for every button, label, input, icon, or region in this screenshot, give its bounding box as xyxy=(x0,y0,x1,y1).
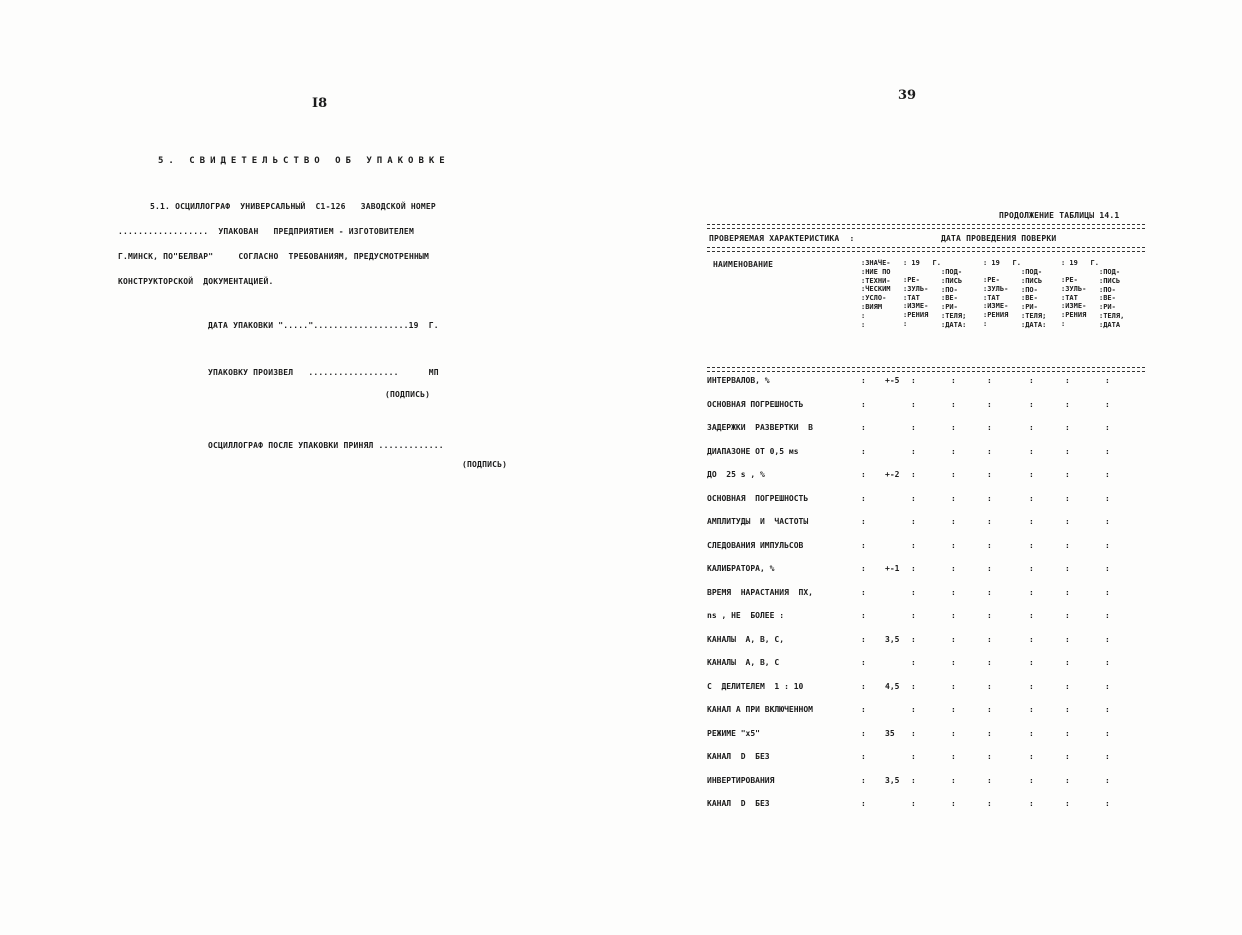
header-date: ДАТА ПРОВЕДЕНИЯ ПОВЕРКИ xyxy=(941,234,1057,243)
column-separator: : xyxy=(951,541,956,550)
column-separator: : xyxy=(987,729,992,738)
table-row-label: С ДЕЛИТЕЛЕМ 1 : 10 xyxy=(707,682,804,691)
table-row-label: КАНАЛ D БЕЗ xyxy=(707,752,770,761)
column-separator: : xyxy=(911,682,916,691)
column-separator: : xyxy=(1029,658,1034,667)
column-separator: : xyxy=(1105,541,1110,550)
table-row-label: ОСНОВНАЯ ПОГРЕШНОСТЬ xyxy=(707,494,809,503)
column-separator: : xyxy=(911,611,916,620)
column-separator: : xyxy=(1105,400,1110,409)
table-row-label: КАНАЛЫ А, В, С xyxy=(707,658,780,667)
column-separator: : xyxy=(911,705,916,714)
column-separator: : xyxy=(987,752,992,761)
column-separator: : xyxy=(987,682,992,691)
table-row-label: КАНАЛ D БЕЗ xyxy=(707,799,770,808)
column-separator: : xyxy=(911,752,916,761)
table-row-value: +-5 xyxy=(885,376,900,385)
column-separator: : xyxy=(987,541,992,550)
column-separator: : xyxy=(1029,564,1034,573)
column-separator: : xyxy=(1105,752,1110,761)
column-separator: : xyxy=(861,635,866,644)
column-separator: : xyxy=(987,470,992,479)
column-separator: : xyxy=(1029,729,1034,738)
column-separator: : xyxy=(987,517,992,526)
column-separator: : xyxy=(1029,376,1034,385)
date-line: ДАТА УПАКОВКИ "....."...................19 Г. xyxy=(208,321,439,330)
column-separator: : xyxy=(1065,776,1070,785)
column-separator: : xyxy=(1065,470,1070,479)
column-separator: : xyxy=(1065,682,1070,691)
column-separator: : xyxy=(911,447,916,456)
column-separator: : xyxy=(1105,705,1110,714)
table-rule-top-2 xyxy=(707,228,1145,229)
column-separator: : xyxy=(1065,752,1070,761)
column-separator: : xyxy=(911,658,916,667)
table-rule-body-2 xyxy=(707,371,1145,372)
column-separator: : xyxy=(861,658,866,667)
column-separator: : xyxy=(861,564,866,573)
column-separator: : xyxy=(1029,799,1034,808)
column-separator: : xyxy=(951,611,956,620)
table-row-label: ДИАПАЗОНЕ ОТ 0,5 мs xyxy=(707,447,799,456)
column-separator: : xyxy=(911,541,916,550)
table-rule-top xyxy=(707,224,1145,225)
column-separator: : xyxy=(861,752,866,761)
column-separator: : xyxy=(1105,776,1110,785)
column-separator: : xyxy=(1065,611,1070,620)
date-group-1-sign: :ПОД- :ПИСЬ :ПО- :ВЕ- :РИ- :ТЕЛЯ; :ДАТА: xyxy=(941,268,967,329)
column-separator: : xyxy=(861,588,866,597)
column-separator: : xyxy=(1065,729,1070,738)
date-group-2-year: : 19 Г. xyxy=(983,259,1021,267)
table-row-label: ns , НЕ БОЛЕЕ : xyxy=(707,611,785,620)
header-characteristic: ПРОВЕРЯЕМАЯ ХАРАКТЕРИСТИКА : xyxy=(709,234,855,243)
right-page xyxy=(621,0,1242,935)
table-rule-header xyxy=(707,247,1145,248)
column-separator: : xyxy=(911,423,916,432)
column-separator: : xyxy=(1105,517,1110,526)
column-separator: : xyxy=(861,517,866,526)
column-separator: : xyxy=(987,658,992,667)
table-row-value: 3,5 xyxy=(885,776,900,785)
column-separator: : xyxy=(951,423,956,432)
column-separator: : xyxy=(1105,494,1110,503)
table-row-label: РЕЖИМЕ "x5" xyxy=(707,729,760,738)
column-separator: : xyxy=(951,776,956,785)
table-rule-header-2 xyxy=(707,251,1145,252)
column-separator: : xyxy=(1029,400,1034,409)
date-group-3-sign: :ПОД- :ПИСЬ :ПО- :ВЕ- :РИ- :ТЕЛЯ, :ДАТА xyxy=(1099,268,1125,329)
table-row-value: 3,5 xyxy=(885,635,900,644)
column-separator: : xyxy=(861,447,866,456)
column-separator: : xyxy=(987,447,992,456)
column-separator: : xyxy=(861,705,866,714)
column-separator: : xyxy=(1065,494,1070,503)
table-row-label: КАЛИБРАТОРА, % xyxy=(707,564,775,573)
column-separator: : xyxy=(987,376,992,385)
column-separator: : xyxy=(1029,423,1034,432)
column-separator: : xyxy=(861,423,866,432)
column-separator: : xyxy=(1105,423,1110,432)
column-separator: : xyxy=(1105,588,1110,597)
table-row-value: 35 xyxy=(885,729,895,738)
column-separator: : xyxy=(987,799,992,808)
column-separator: : xyxy=(1065,588,1070,597)
column-separator: : xyxy=(911,376,916,385)
date-group-2-sign: :ПОД- :ПИСЬ :ПО- :ВЕ- :РИ- :ТЕЛЯ; :ДАТА: xyxy=(1021,268,1047,329)
column-separator: : xyxy=(1029,541,1034,550)
column-separator: : xyxy=(1105,611,1110,620)
column-separator: : xyxy=(911,470,916,479)
page-number-right: 39 xyxy=(898,88,917,103)
packer-line: УПАКОВКУ ПРОИЗВЕЛ .................. МП xyxy=(208,368,439,377)
column-separator: : xyxy=(1029,776,1034,785)
column-separator: : xyxy=(951,517,956,526)
date-group-3-year: : 19 Г. xyxy=(1061,259,1099,267)
column-separator: : xyxy=(911,494,916,503)
table-row-label: ДО 25 s , % xyxy=(707,470,765,479)
table-row-label: ИНТЕРВАЛОВ, % xyxy=(707,376,770,385)
table-row-label: ЗАДЕРЖКИ РАЗВЕРТКИ В xyxy=(707,423,813,432)
date-group-2-result: :РЕ- :ЗУЛЬ- :ТАТ :ИЗМЕ- :РЕНИЯ : xyxy=(983,276,1009,328)
column-separator: : xyxy=(951,658,956,667)
paragraph-line-2: .................. УПАКОВАН ПРЕДПРИЯТИЕМ - ИЗГОТОВИТЕЛЕМ xyxy=(118,227,414,236)
table-row-label: КАНАЛЫ А, В, С, xyxy=(707,635,785,644)
column-separator: : xyxy=(1105,635,1110,644)
column-separator: : xyxy=(861,611,866,620)
column-separator: : xyxy=(911,517,916,526)
column-separator: : xyxy=(911,729,916,738)
column-separator: : xyxy=(1029,517,1034,526)
column-separator: : xyxy=(911,799,916,808)
paragraph-line-4: КОНСТРУКТОРСКОЙ ДОКУМЕНТАЦИЕЙ. xyxy=(118,277,274,286)
column-separator: : xyxy=(1029,447,1034,456)
table-row-label: ВРЕМЯ НАРАСТАНИЯ ПХ, xyxy=(707,588,813,597)
column-separator: : xyxy=(951,705,956,714)
column-separator: : xyxy=(951,682,956,691)
table-row-label: АМПЛИТУДЫ И ЧАСТОТЫ xyxy=(707,517,809,526)
signature-label-1: (ПОДПИСЬ) xyxy=(385,390,431,399)
column-separator: : xyxy=(1029,611,1034,620)
column-separator: : xyxy=(1105,658,1110,667)
column-separator: : xyxy=(861,541,866,550)
table-row-label: КАНАЛ А ПРИ ВКЛЮЧЕННОМ xyxy=(707,705,813,714)
continuation-title: ПРОДОЛЖЕНИЕ ТАБЛИЦЫ 14.1 xyxy=(999,211,1120,220)
column-separator: : xyxy=(987,705,992,714)
column-separator: : xyxy=(951,494,956,503)
column-separator: : xyxy=(987,776,992,785)
date-group-3-result: :РЕ- :ЗУЛЬ- :ТАТ :ИЗМЕ- :РЕНИЯ : xyxy=(1061,276,1087,328)
column-separator: : xyxy=(1065,799,1070,808)
signature-label-2: (ПОДПИСЬ) xyxy=(462,460,508,469)
column-separator: : xyxy=(1065,541,1070,550)
column-separator: : xyxy=(1029,635,1034,644)
column-separator: : xyxy=(951,729,956,738)
column-separator: : xyxy=(951,470,956,479)
column-separator: : xyxy=(987,611,992,620)
column-separator: : xyxy=(1105,376,1110,385)
column-separator: : xyxy=(951,400,956,409)
table-row-value: +-1 xyxy=(885,564,900,573)
accepted-line: ОСЦИЛЛОГРАФ ПОСЛЕ УПАКОВКИ ПРИНЯЛ ............. xyxy=(208,441,444,450)
column-separator: : xyxy=(1065,635,1070,644)
table-rule-body xyxy=(707,367,1145,368)
page-number-left: I8 xyxy=(312,96,328,111)
column-separator: : xyxy=(861,729,866,738)
column-separator: : xyxy=(987,564,992,573)
column-separator: : xyxy=(987,588,992,597)
col-value-header: :ЗНАЧЕ- :НИЕ ПО :ТЕХНИ- :ЧЕСКИМ :УСЛО- :ВИЯМ : : xyxy=(861,259,891,329)
column-separator: : xyxy=(911,588,916,597)
table-row-value: 4,5 xyxy=(885,682,900,691)
column-separator: : xyxy=(1065,564,1070,573)
column-separator: : xyxy=(861,799,866,808)
column-separator: : xyxy=(951,799,956,808)
paragraph-line-1: 5.1. ОСЦИЛЛОГРАФ УНИВЕРСАЛЬНЫЙ С1-126 ЗАВОДСКОЙ НОМЕР xyxy=(150,202,436,211)
column-separator: : xyxy=(987,494,992,503)
column-separator: : xyxy=(861,376,866,385)
date-group-1-result: :РЕ- :ЗУЛЬ- :ТАТ :ИЗМЕ- :РЕНИЯ : xyxy=(903,276,929,328)
column-separator: : xyxy=(911,564,916,573)
paragraph-line-3: Г.МИНСК, ПО"БЕЛВАР" СОГЛАСНО ТРЕБОВАНИЯМ, ПРЕДУСМОТРЕННЫМ xyxy=(118,252,430,261)
column-separator: : xyxy=(1065,423,1070,432)
column-separator: : xyxy=(951,752,956,761)
column-separator: : xyxy=(1029,494,1034,503)
column-separator: : xyxy=(861,400,866,409)
column-separator: : xyxy=(987,635,992,644)
column-separator: : xyxy=(861,470,866,479)
column-separator: : xyxy=(911,400,916,409)
column-separator: : xyxy=(951,447,956,456)
table-row-value: +-2 xyxy=(885,470,900,479)
column-separator: : xyxy=(861,776,866,785)
column-separator: : xyxy=(861,494,866,503)
column-separator: : xyxy=(1105,729,1110,738)
column-separator: : xyxy=(911,776,916,785)
column-separator: : xyxy=(1105,564,1110,573)
column-separator: : xyxy=(987,423,992,432)
column-separator: : xyxy=(1029,705,1034,714)
column-separator: : xyxy=(1029,470,1034,479)
column-separator: : xyxy=(1065,517,1070,526)
table-row-label: ОСНОВНАЯ ПОГРЕШНОСТЬ xyxy=(707,400,804,409)
column-separator: : xyxy=(911,635,916,644)
column-separator: : xyxy=(1029,682,1034,691)
column-separator: : xyxy=(861,682,866,691)
column-separator: : xyxy=(951,588,956,597)
column-separator: : xyxy=(1065,447,1070,456)
date-group-1-year: : 19 Г. xyxy=(903,259,941,267)
table-row-label: СЛЕДОВАНИЯ ИМПУЛЬСОВ xyxy=(707,541,804,550)
column-separator: : xyxy=(1105,682,1110,691)
column-separator: : xyxy=(951,564,956,573)
column-separator: : xyxy=(951,635,956,644)
col-name-label: НАИМЕНОВАНИЕ xyxy=(713,260,774,269)
column-separator: : xyxy=(987,400,992,409)
column-separator: : xyxy=(1065,400,1070,409)
column-separator: : xyxy=(1029,588,1034,597)
column-separator: : xyxy=(951,376,956,385)
section-heading: 5. СВИДЕТЕЛЬСТВО ОБ УПАКОВКЕ xyxy=(158,156,450,166)
table-row-label: ИНВЕРТИРОВАНИЯ xyxy=(707,776,775,785)
column-separator: : xyxy=(1105,447,1110,456)
column-separator: : xyxy=(1029,752,1034,761)
column-separator: : xyxy=(1065,376,1070,385)
column-separator: : xyxy=(1065,705,1070,714)
column-separator: : xyxy=(1105,470,1110,479)
column-separator: : xyxy=(1105,799,1110,808)
column-separator: : xyxy=(1065,658,1070,667)
